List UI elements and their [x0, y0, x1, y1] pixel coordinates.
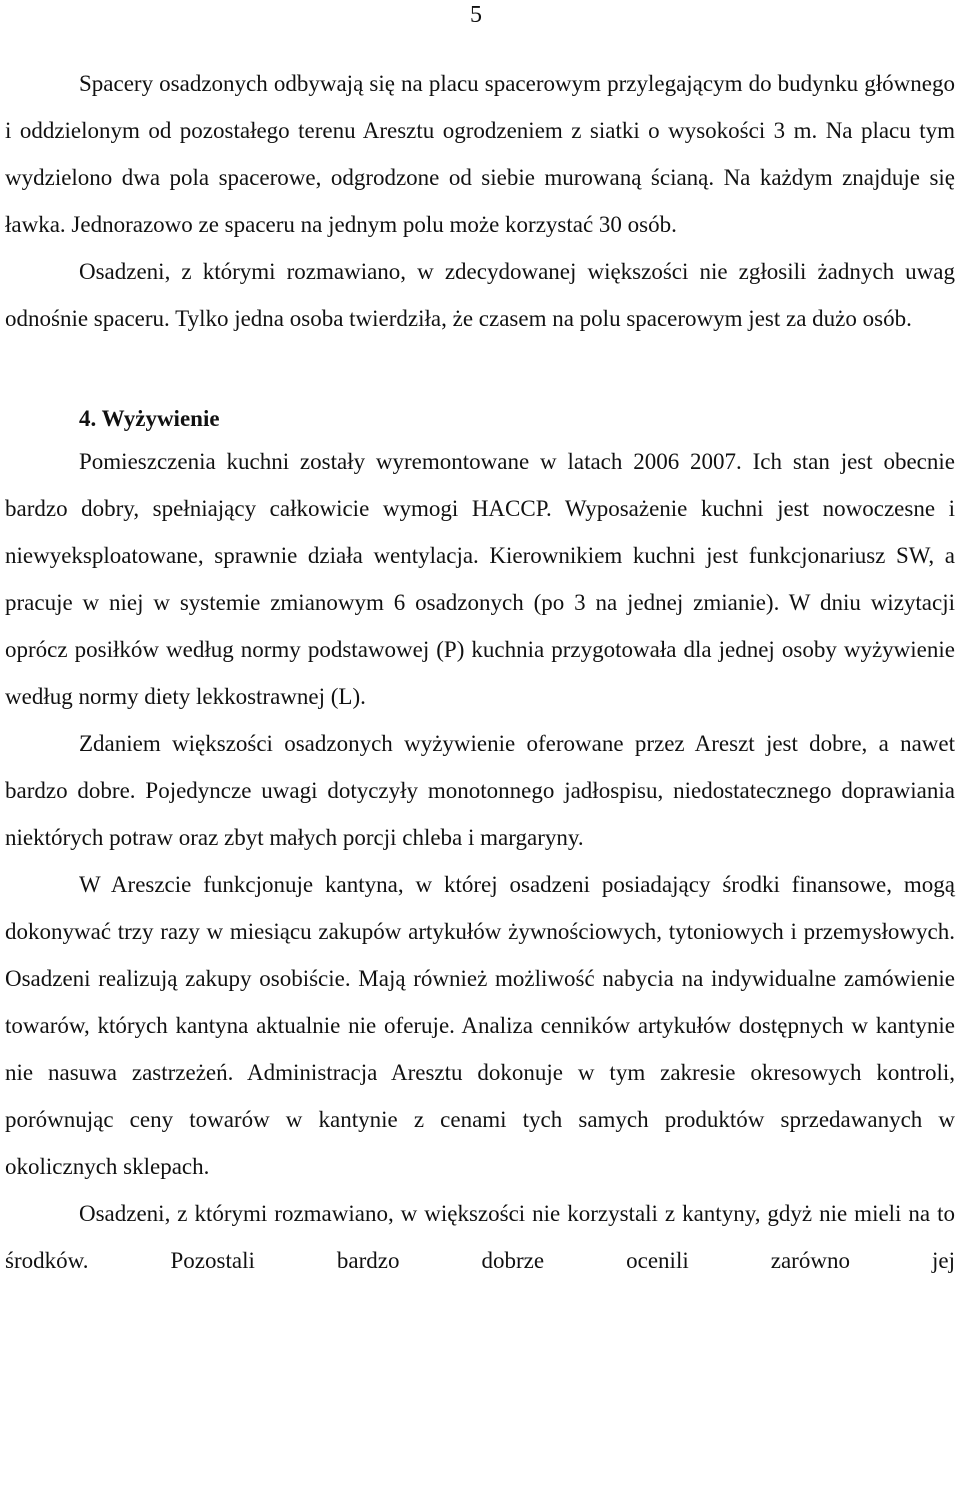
section-heading-nutrition: 4. Wyżywienie: [79, 406, 220, 431]
paragraph-food-opinions: Zdaniem większości osadzonych wyżywienie oferowane przez Areszt jest dobre, a nawet bardzo dobre. Pojedyncze uwagi dotyczyły monotonnego jadłospisu, niedostatecznego doprawiania niektórych potraw oraz zbyt małych porcji chleba i margaryny.: [5, 731, 955, 850]
paragraph-kitchen: Pomieszczenia kuchni zostały wyremontowane w latach 2006 2007. Ich stan jest obecnie bardzo dobry, spełniający całkowicie wymogi HACCP. Wyposażenie kuchni jest nowoczesne i niewyeksploatowane, sprawnie działa wentylacja. Kierownikiem kuchni jest funkcjonariusz SW, a pracuje w niej w systemie zmianowym 6 osadzonych (po 3 na jednej zmianie). W dniu wizytacji oprócz posiłków według normy podstawowej (P) kuchnia przygotowała dla jednej osoby wyżywienie według normy diety lekkostrawnej (L).: [5, 449, 955, 709]
paragraph-canteen-opinions: Osadzeni, z którymi rozmawiano, w większości nie korzystali z kantyny, gdyż nie mieli na to środków. Pozostali bardzo dobrze ocenili zarówno jej: [5, 1201, 955, 1273]
paragraph-walks-opinions: Osadzeni, z którymi rozmawiano, w zdecydowanej większości nie zgłosili żadnych uwag odnośnie spaceru. Tylko jedna osoba twierdziła, że czasem na polu spacerowym jest za dużo osób.: [5, 259, 955, 331]
paragraph-canteen: W Areszcie funkcjonuje kantyna, w której osadzeni posiadający środki finansowe, mogą dokonywać trzy razy w miesiącu zakupów artykułów żywnościowych, tytoniowych i przemysłowych. Osadzeni realizują zakupy osobiście. Mają również możliwość nabycia na indywidualne zamówienie towarów, których kantyna aktualnie nie oferuje. Analiza cenników artykułów dostępnych w kantynie nie nasuwa zastrzeżeń. Administracja Aresztu dokonuje w tym zakresie okresowych kontroli, porównując ceny towarów w kantynie z cenami tych samych produktów sprzedawanych w okolicznych sklepach.: [5, 872, 955, 1179]
document-body: [5, 60, 955, 1284]
paragraph-walks: Spacery osadzonych odbywają się na placu spacerowym przylegającym do budynku głównego i oddzielonym od pozostałego terenu Aresztu ogrodzeniem z siatki o wysokości 3 m. Na placu tym wydzielono dwa pola spacerowe, odgrodzone od siebie murowaną ścianą. Na każdym znajduje się ławka. Jednorazowo ze spaceru na jednym polu może korzystać 30 osób.: [5, 71, 955, 237]
page-number: 5: [470, 2, 482, 28]
